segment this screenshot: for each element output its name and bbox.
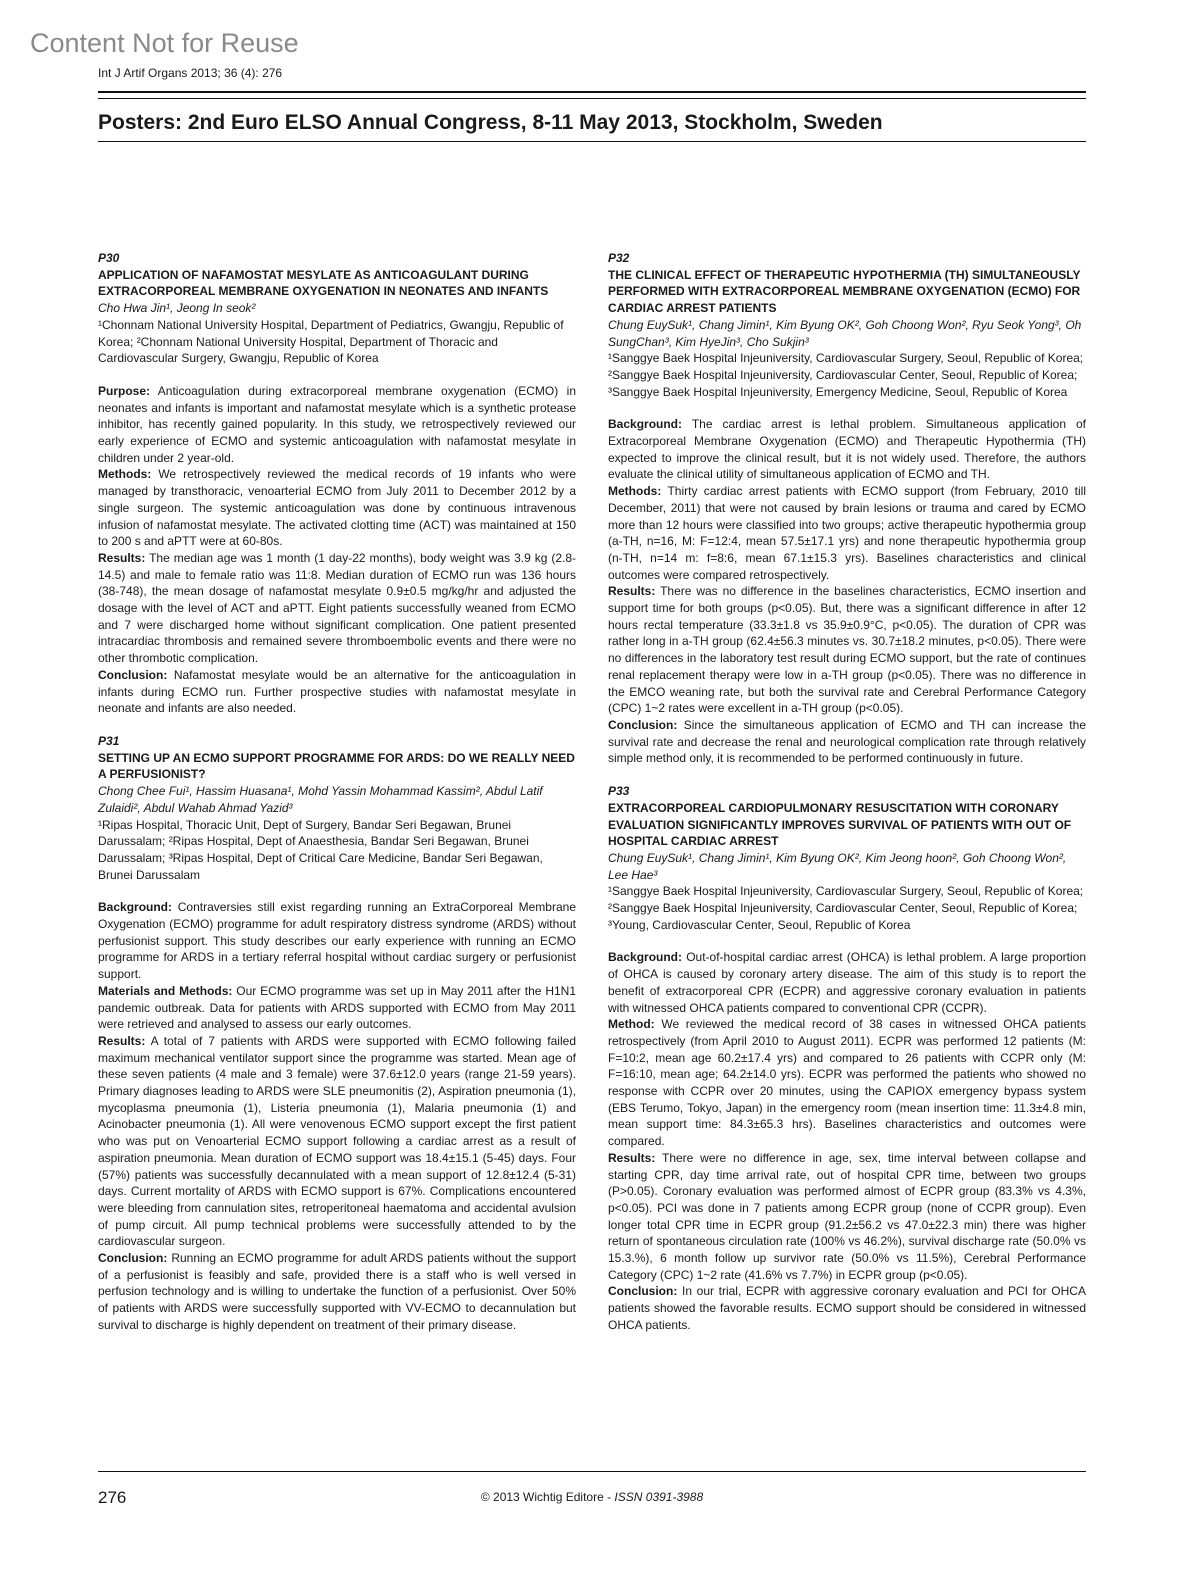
section-label: Purpose: — [98, 383, 151, 398]
section-text: Anticoagulation during extracorporeal membrane oxygenation (ECMO) in neonates and infants is important and nafamostat mesylate which is a synthetic protease inhibitor, has recently gained popularity. In this study, we retrospectively reviewed our early experience of ECMO and systemic anticoagulation with nafamostat mesylate in children under 2 year-old. — [98, 383, 576, 465]
section-label: Results: — [98, 550, 146, 565]
header-rule-thin — [98, 98, 1086, 99]
poster-id: P32 — [608, 251, 630, 265]
section-label: Background: — [608, 417, 683, 432]
section-text: There was no difference in the baselines characteristics, ECMO insertion and support time for both groups (p<0.05). But, there was a significant difference in after 12 hours rectal temperature (33.3±1.8 vs 35.9±0.9°C, p<0.05). The duration of CPR was rather long in a-TH group (62.4±56.3 minutes vs. 30.7±18.2 minutes, p<0.05). There were no differences in the laboratory test result during ECMO support, but the rate of continues renal replacement therapy were low in a-TH group (p<0.05). There was no difference in the EMCO weaning rate, but both the survival rate and Cerebral Performance Category (CPC) 1~2 rates were excellent in a-TH group (p<0.05). — [608, 584, 1086, 716]
section-conclusion — [608, 717, 1086, 767]
section-label: Methods: — [98, 467, 152, 482]
poster-id: P30 — [98, 251, 120, 265]
section-background — [98, 899, 576, 983]
section-text: Running an ECMO programme for adult ARDS patients without the support of a perfusionist is feasibly and safe, provided there is a staff who is well versed in perfusion technology and is willing to undertake the function of a perfusionist. Over 50% of patients with ARDS were successfully supported with VV-ECMO to decannulation but survival to discharge is highly dependent on treatment of their primary disease. — [98, 1251, 576, 1332]
section-text: In our trial, ECPR with aggressive coronary evaluation and PCI for OHCA patients showed the favorable results. ECMO support should be considered in witnessed OHCA patients. — [608, 1284, 1086, 1332]
poster-affiliations: ¹Sanggye Baek Hospital Injeuniversity, Cardiovascular Surgery, Seoul, Republic of Korea; ²Sanggye Baek Hospital Injeuniversity, Cardiovascular Center, Seoul, Republic of Korea; ³Young, Cardiovascular Center, Seoul, Republic of Korea — [608, 884, 1084, 932]
section-purpose — [98, 383, 576, 467]
section-label: Conclusion: — [98, 1251, 168, 1266]
section-results — [98, 550, 576, 667]
section-label: Background: — [98, 900, 173, 915]
section-conclusion — [98, 1250, 576, 1334]
section-text: Since the simultaneous application of ECMO and TH can increase the survival rate and decrease the renal and neurological complication rate through relatively simple method only, it is recommended to be performed continuously in future. — [608, 717, 1086, 766]
copyright-text: © 2013 Wichtig Editore - — [480, 1490, 615, 1504]
header-rule — [98, 91, 1086, 93]
right-column — [608, 250, 1086, 1350]
section-label: Methods: — [608, 484, 662, 499]
section-label: Background: — [608, 950, 683, 965]
poster-p30 — [98, 250, 576, 717]
poster-affiliations: ¹Ripas Hospital, Thoracic Unit, Dept of Surgery, Bandar Seri Begawan, Brunei Darussalam; ²Ripas Hospital, Dept of Anaesthesia, Bandar Seri Begawan, Brunei Darussalam; ³Ripas Hospital, Dept of Critical Care Medicine, Bandar Seri Begawan, Brunei Darussalam — [98, 817, 543, 882]
section-label: Results: — [608, 1150, 656, 1165]
poster-affiliations: ¹Chonnam National University Hospital, Department of Pediatrics, Gwangju, Republic of Korea; ²Chonnam National University Hospital, Department of Thoracic and Cardiovascular Surgery, Gwangju, Republic of Korea — [98, 317, 564, 366]
poster-authors: Chung EuySuk¹, Chang Jimin¹, Kim Byung OK², Goh Choong Won², Ryu Seok Yong³, Oh SungChan³, Kim HyeJin³, Cho Sukjin³ — [608, 317, 1082, 349]
section-label: Conclusion: — [608, 717, 678, 732]
section-results — [98, 1033, 576, 1250]
watermark: Content Not for Reuse — [30, 28, 299, 58]
title-rule — [98, 141, 1086, 142]
left-column — [98, 250, 576, 1350]
section-conclusion — [608, 1283, 1086, 1333]
section-text: The median age was 1 month (1 day-22 months), body weight was 3.9 kg (2.8-14.5) and male to female ratio was 11:8. Median duration of ECMO run was 136 hours (38-748), the mean dosage of nafamostat mesylate 0.9±0.5 mg/kg/hr and adjusted the dosage with the level of ACT and aPTT. Eight patients successfully weaned from ECMO and 7 were discharged home without significant complication. One patient presented intracardiac thrombosis and remained severe thromboembolic events and there were no other thrombotic complication. — [98, 550, 577, 666]
section-text: Our ECMO programme was set up in May 2011 after the H1N1 pandemic outbreak. Data for patients with ARDS supported with ECMO from May 2011 were retrieved and analysed to assess our early outcomes. — [98, 983, 577, 1032]
poster-p31 — [98, 733, 576, 1334]
issn-text: ISSN 0391-3988 — [614, 1490, 704, 1504]
poster-p33 — [608, 783, 1086, 1334]
section-label: Conclusion: — [608, 1284, 678, 1299]
section-label: Method: — [608, 1017, 655, 1032]
poster-affiliations: ¹Sanggye Baek Hospital Injeuniversity, Cardiovascular Surgery, Seoul, Republic of Korea; ²Sanggye Baek Hospital Injeuniversity, Cardiovascular Center, Seoul, Republic of Korea; ³Sanggye Baek Hospital Injeuniversity, Emergency Medicine, Seoul, Republic of Korea — [608, 351, 1084, 399]
poster-id: P33 — [608, 784, 630, 799]
section-text: Nafamostat mesylate would be an alternative for the anticoagulation in infants during ECMO run. Further prospective studies with nafamostat mesylate in neonate and infants are also needed. — [98, 667, 576, 716]
section-text: We reviewed the medical record of 38 cases in witnessed OHCA patients retrospectively (from April 2010 to August 2011). ECPR was performed 12 patients (M: F=10:2, mean age 60.2±17.4 yrs) and compared to 26 patients with CCPR only (M: F=16:10, mean age; 64.2±14.0 yrs). ECPR was performed the patients who showed no response with CCPR over 20 minutes, using the CAPIOX emergency bypass system (EBS Terumo, Tokyo, Japan) in the emergency room (mean insertion time: 11.3±4.8 min, mean support time: 84.3±65.3 hrs). Baselines characteristics and outcomes were compared. — [608, 1017, 1086, 1149]
footer-rule — [98, 1471, 1086, 1472]
copyright-line — [0, 1490, 1184, 1504]
section-text: The cardiac arrest is lethal problem. Simultaneous application of Extracorporeal Membrane Oxygenation (ECMO) and Therapeutic Hypothermia (TH) expected to improve the clinical result, but it is not widely used. Therefore, the authors evaluate the clinical utility of simultaneous application of ECMO and TH. — [608, 417, 1086, 482]
section-background — [608, 416, 1086, 483]
section-methods — [608, 483, 1086, 583]
poster-id: P31 — [98, 733, 120, 748]
section-label: Results: — [608, 584, 656, 599]
poster-authors: Chong Chee Fui¹, Hassim Huasana¹, Mohd Yassin Mohammad Kassim², Abdul Latif Zulaidi², Abdul Wahab Ahmad Yazid³ — [98, 784, 543, 815]
section-label: Materials and Methods: — [98, 983, 233, 998]
section-label: Results: — [98, 1033, 146, 1048]
section-text: Contraversies still exist regarding running an ExtraCorporeal Membrane Oxygenation (ECMO) programme for adult respiratory distress syndrome (ARDS) without perfusionist support. This study describes our early experience with running an ECMO programme for ARDS in a tertiary referral hospital without cardiac surgery or perfusionist support. — [98, 900, 576, 982]
section-methods — [98, 466, 576, 550]
section-results — [608, 583, 1086, 717]
poster-authors: Cho Hwa Jin¹, Jeong In seok² — [98, 301, 256, 316]
poster-p32 — [608, 250, 1086, 767]
page-number: 276 — [98, 1488, 127, 1507]
section-method — [608, 1016, 1086, 1150]
poster-title: THE CLINICAL EFFECT OF THERAPEUTIC HYPOTHERMIA (TH) SIMULTANEOUSLY PERFORMED WITH EXTRACORPOREAL MEMBRANE OXYGENATION (ECMO) FOR CARDIAC ARREST PATIENTS — [608, 267, 1081, 316]
section-results — [608, 1150, 1086, 1284]
journal-reference: Int J Artif Organs 2013; 36 (4): 276 — [98, 66, 283, 80]
section-materials-methods — [98, 983, 576, 1033]
page-title: Posters: 2nd Euro ELSO Annual Congress, 8-11 May 2013, Stockholm, Sweden — [98, 111, 883, 134]
poster-title: APPLICATION OF NAFAMOSTAT MESYLATE AS ANTICOAGULANT DURING EXTRACORPOREAL MEMBRANE OXYGENATION IN NEONATES AND INFANTS — [98, 267, 549, 299]
section-text: We retrospectively reviewed the medical records of 19 infants who were managed by transthoracic, venoarterial ECMO from July 2011 to December 2012 by a single surgeon. The systemic anticoagulation was done by continuous intravenous infusion of nafamostat mesylate. The activated clotting time (ACT) was maintained at 150 to 200 s and aPTT were at 60-80s. — [98, 467, 576, 549]
section-text: Out-of-hospital cardiac arrest (OHCA) is lethal problem. A large proportion of OHCA is caused by coronary artery disease. The aim of this study is to report the benefit of extracorporeal CPR (ECPR) and aggressive coronary evaluation in patients with witnessed OHCA patients compared to conventional CPR (CCPR). — [608, 950, 1086, 1015]
poster-title: SETTING UP AN ECMO SUPPORT PROGRAMME FOR ARDS: DO WE REALLY NEED A PERFUSIONIST? — [98, 750, 575, 782]
section-text: A total of 7 patients with ARDS were supported with ECMO following failed maximum mechanical ventilator support since the programme was started. Mean age of these seven patients (4 male and 3 female) were 37.6±12.0 years (range 21-59 years). Primary diagnoses leading to ARDS were SLE pneumonitis (2), Aspiration pneumonia (1), mycoplasma pneumonia (1), Listeria pneumonia (1), Malaria pneumonia (1) and Acinobacter pneumonia (1). All were venovenous ECMO support except the first patient who was put on Venoarterial ECMO support following a cardiac arrest as a result of aspiration pneumonia. Mean duration of ECMO support was 18.4±15.1 (5-45) days. Four (57%) patients was successfully decannulated with a mean support of 12.8±12.4 (5-31) days. Current mortality of ARDS with ECMO support is 67%. Complications encountered were bleeding from cannulation sites, retroperitoneal haematoma and accidental avulsion of pump circuit. All pump technical problems were successfully attended to by the cardiovascular surgeon. — [98, 1033, 576, 1249]
section-text: There were no difference in age, sex, time interval between collapse and starting CPR, day time arrival rate, out of hospital CPR time, between two groups (P>0.05). Coronary evaluation was performed almost of ECPR group (83.3% vs 4.3%, p<0.05). PCI was done in 7 patients among ECPR group (none of CCPR group). Even longer total CPR time in ECPR group (91.2±56.2 vs 47.0±22.3 min) there was higher return of spontaneous circulation rate (100% vs 46.2%), survival discharge rate (50.0% vs 15.3.%), 6 month follow up survivor rate (50.0% vs 11.5%), Cerebral Performance Category (CPC) 1~2 rate (41.6% vs 7.7%) in ECPR group (p<0.05). — [608, 1150, 1086, 1282]
section-text: Thirty cardiac arrest patients with ECMO support (from February, 2010 till December, 2011) that were not caused by brain lesions or trauma and cared by ECMO more than 12 hours were classified into two groups; active therapeutic hypothermia group (a-TH, n=16, M: F=12:4, mean 57.5±17.1 yrs) and none therapeutic hypothermia group (n-TH, n=14 m: f=8:6, mean 67.1±15.3 yrs). Baselines characteristics and clinical outcomes were compared retrospectively. — [608, 484, 1087, 582]
section-background — [608, 949, 1086, 1016]
section-conclusion — [98, 667, 576, 717]
section-label: Conclusion: — [98, 667, 168, 682]
poster-title: EXTRACORPOREAL CARDIOPULMONARY RESUSCITATION WITH CORONARY EVALUATION SIGNIFICANTLY IMPROVES SURVIVAL OF PATIENTS WITH OUT OF HOSPITAL CARDIAC ARREST — [608, 800, 1072, 849]
poster-authors: Chung EuySuk¹, Chang Jimin¹, Kim Byung OK², Kim Jeong hoon², Goh Choong Won², Lee Hae³ — [608, 850, 1067, 882]
